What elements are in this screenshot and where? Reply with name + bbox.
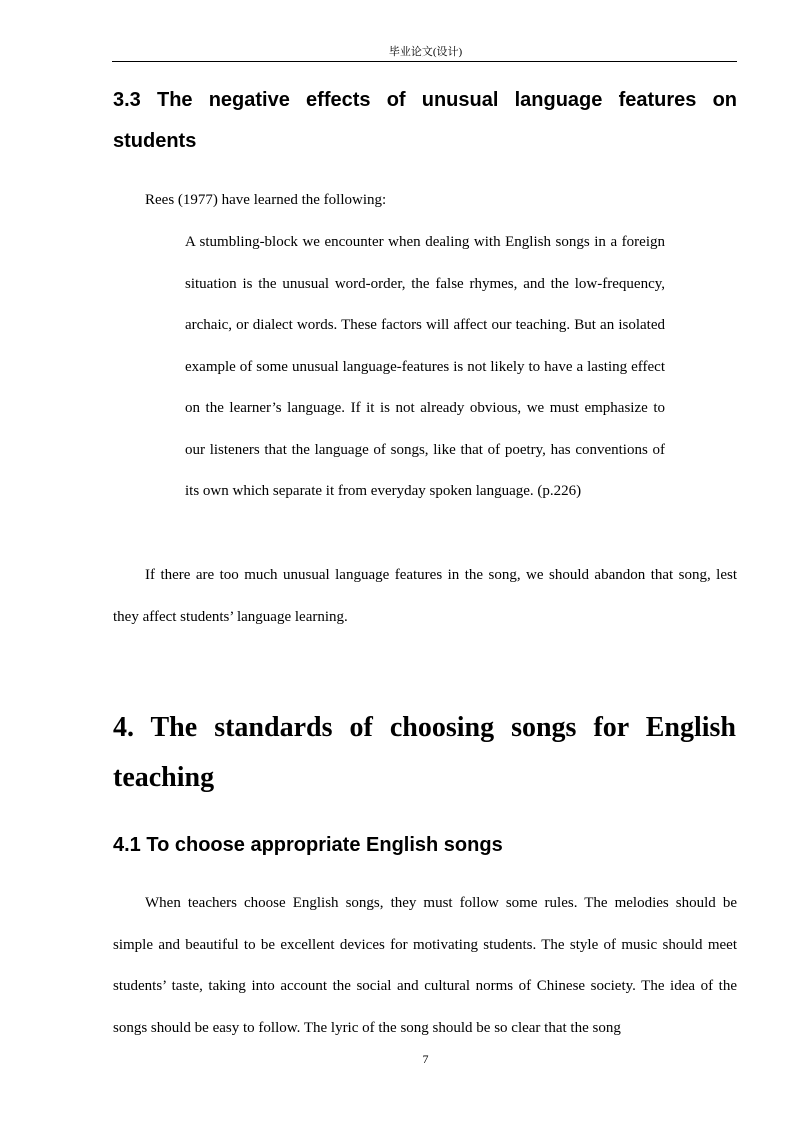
block-quote: A stumbling-block we encounter when dealing with English songs in a foreign situation is the unusual word-order, the false rhymes, and the low-frequency, archaic, or dialect words. These factors will affect our teaching. But an isolated example of some unusual language-features is not likely to have a lasting effect on the learner’s language. If it is not already obvious, we must emphasize to our listeners that the language of songs, like that of poetry, has conventions of its own which separate it from everyday spoken language. (p.226) [185,234,665,499]
section-4-1-paragraph: When teachers choose English songs, they must follow some rules. The melodies should be simple and beautiful to be excellent devices for motivating students. The style of music should meet students’ taste, taking into account the social and cultural norms of Chinese society. The idea of the songs should be easy to follow. The lyric of the song should be so clear that the song [113,895,737,1036]
page-header-title: 毕业论文(设计) [388,46,463,58]
page-number: 7 [422,1052,429,1066]
section-4-1-heading: 4.1 To choose appropriate English songs [113,834,503,856]
section-3-3-heading: 3.3 The negative effects of unusual language features on students [113,89,737,152]
section-4-heading: 4. The standards of choosing songs for English teaching [113,712,736,793]
header-divider [112,61,737,62]
section-3-3-conclusion: If there are too much unusual language features in the song, we should abandon that song, lest they affect students’ language learning. [113,567,737,625]
section-3-3-intro: Rees (1977) have learned the following: [145,192,387,208]
